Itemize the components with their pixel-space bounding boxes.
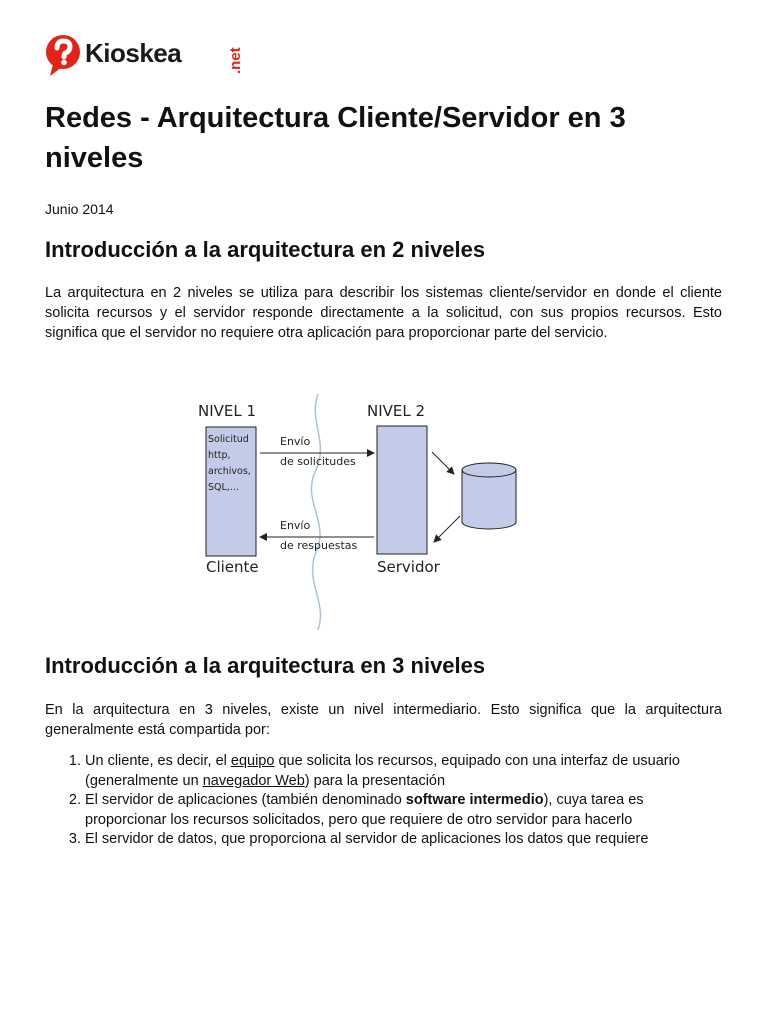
tier-list (45, 752, 725, 850)
send-responses-label: Envío de respuestas (280, 519, 358, 552)
logo-tld: .net (227, 47, 244, 74)
client-label: Cliente (206, 558, 259, 576)
request-line-1: Solicitud (208, 434, 249, 445)
page-title: Redes - Arquitectura Cliente/Servidor en 3 niveles (45, 102, 626, 174)
request-line-2: http, (208, 450, 231, 461)
send-requests-label: Envío de solicitudes (280, 435, 356, 468)
server-label: Servidor (377, 558, 440, 576)
equipo-link[interactable]: equipo (230, 753, 275, 769)
request-line-4: SQL,... (208, 482, 239, 493)
navegador-web-link[interactable]: navegador Web (202, 772, 305, 789)
server-box (377, 426, 427, 554)
question-bubble-icon (45, 34, 83, 78)
section2-heading: Introducción a la arquitectura en 3 niveles (45, 653, 486, 678)
server-to-db-arrow (432, 452, 454, 474)
level2-label: NIVEL 2 (367, 402, 426, 420)
list-item: 2. El servidor de aplicaciones (también denominado software intermedio), cuya tarea es proporcionar los recursos solicitados, pero que requiere de otro servidor para hacerlo (85, 791, 725, 830)
list-item: 1. Un cliente, es decir, el equipo que solicita los recursos, equipado con una interfaz de usuario (generalmente un navegador Web) para la presentación (85, 752, 725, 791)
logo-wordmark: Kioskea (85, 38, 182, 68)
list-item: 3. El servidor de datos, que proporciona al servidor de aplicaciones los datos que requiere (85, 830, 725, 850)
bold-term: software intermedio (405, 792, 544, 808)
two-tier-diagram (190, 392, 550, 632)
section2-paragraph: En la arquitectura en 3 niveles, existe un nivel intermediario. Esto significa que la arquitectura generalmente está compartida por: (45, 702, 722, 738)
request-line-3: archivos, (208, 466, 251, 477)
section1-heading: Introducción a la arquitectura en 2 niveles (45, 237, 486, 262)
publish-date: Junio 2014 (45, 201, 114, 217)
db-to-server-arrow (434, 516, 460, 542)
level1-label: NIVEL 1 (198, 402, 257, 420)
database-icon (462, 463, 516, 529)
section1-paragraph: La arquitectura en 2 niveles se utiliza para describir los sistemas cliente/servidor en donde el cliente solicita recursos y el servidor responde directamente a la solicitud, con sus propios recursos. Esto significa que el servidor no requiere otra aplicación para proporcionar parte del servicio. (45, 285, 722, 341)
tier-divider (311, 394, 320, 630)
